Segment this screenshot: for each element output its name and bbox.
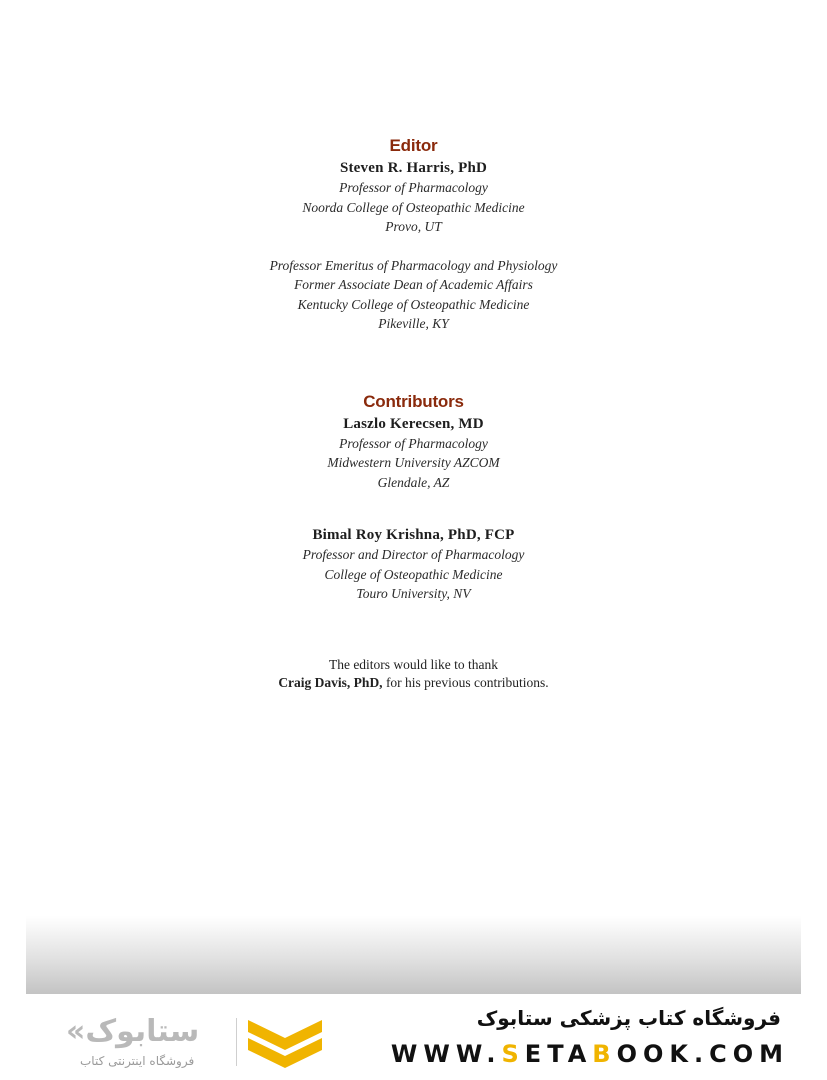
store-url[interactable] <box>391 1040 789 1068</box>
editor-name: Steven R. Harris, PhD <box>339 160 488 176</box>
acknowledgement-rest: for his previous contributions. <box>382 674 549 690</box>
contributor-affiliation-line: Touro University, NV <box>356 586 471 601</box>
contributor-affiliation-line: College of Osteopathic Medicine <box>324 566 503 582</box>
url-part: WWW. <box>390 1040 502 1068</box>
url-part: ETA <box>524 1040 593 1068</box>
url-part-highlight: B <box>592 1040 617 1068</box>
editor-affiliation-line: Professor Emeritus of Pharmacology and Physiology <box>269 257 558 273</box>
contributor-name: Laszlo Kerecsen, MD <box>343 415 484 432</box>
book-chevron-icon <box>246 1016 324 1072</box>
contributor-affiliation-line: Professor of Pharmacology <box>339 435 488 451</box>
editor-affiliation-line: Former Associate Dean of Academic Affairs <box>294 277 533 292</box>
url-part-highlight: S <box>501 1040 525 1068</box>
contributors-heading: Contributors <box>363 391 464 411</box>
editor-affiliation-line: Provo, UT <box>385 219 442 234</box>
page-bottom-shadow <box>26 916 801 994</box>
editor-heading: Editor <box>389 136 438 155</box>
acknowledged-name: Craig Davis, PhD, <box>278 674 383 690</box>
contributor-name: Bimal Roy Krishna, PhD, FCP <box>312 527 515 543</box>
contributor-affiliation-line: Midwestern University AZCOM <box>327 455 500 470</box>
editor-affiliation-line: Kentucky College of Osteopathic Medicine <box>297 296 530 312</box>
logo-divider <box>236 1018 237 1066</box>
editor-affiliation-line: Professor of Pharmacology <box>339 180 488 195</box>
editor-affiliation-line: Noorda College of Osteopathic Medicine <box>302 199 525 215</box>
credits-content <box>0 134 827 692</box>
store-title: فروشگاه کتاب پزشکی ستابوک <box>476 1006 781 1030</box>
store-logo-text: «ستابوک <box>66 1014 200 1049</box>
url-part: OOK.COM <box>616 1040 789 1068</box>
editor-affiliation-line: Pikeville, KY <box>378 316 449 331</box>
acknowledgement-line: The editors would like to thank <box>328 656 499 672</box>
acknowledgement-line-2 <box>0 674 827 692</box>
watermark-footer <box>0 994 827 1080</box>
contributor-affiliation-line: Glendale, AZ <box>377 474 450 490</box>
store-logo-subtext: فروشگاه اینترنتی کتاب <box>80 1054 195 1068</box>
contributor-affiliation-line: Professor and Director of Pharmacology <box>302 547 525 562</box>
